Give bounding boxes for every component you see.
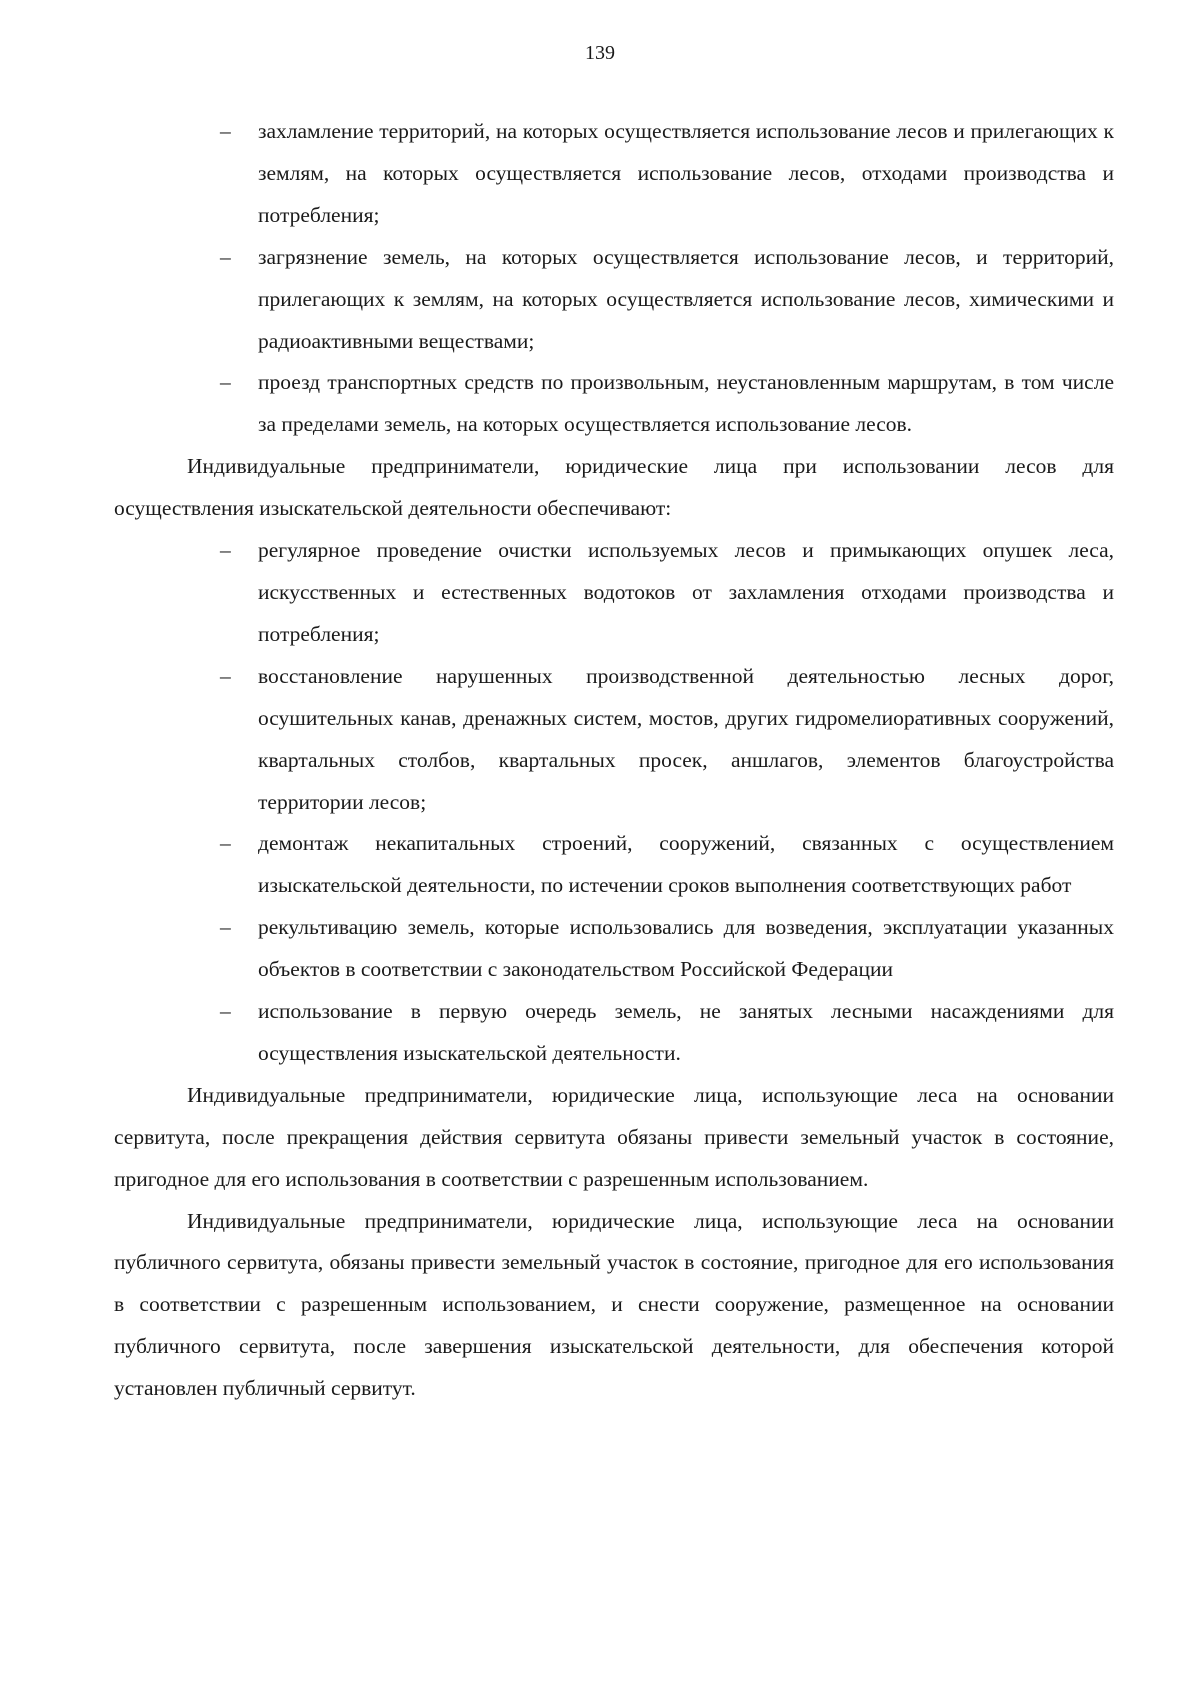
list-dash: – bbox=[220, 831, 231, 856]
paragraph-servitude: Индивидуальные предприниматели, юридические лица, использующие леса на основании сервитута, после прекращения действия сервитута обязаны привести земельный участок в состояние, пригодное для его использования в соответствии с разрешенным использованием. bbox=[114, 1082, 1114, 1191]
list-item-text: восстановление нарушенных производственной деятельностью лесных дорог, осушительных канав, дренажных систем, мостов, других гидромелиоративных сооружений, квартальных столбов, квартальных просек, аншлагов, элементов благоустройства территории лесов; bbox=[258, 663, 1114, 814]
list-item bbox=[220, 237, 1114, 363]
list-item-text: захламление территорий, на которых осуществляется использование лесов и прилегающих к землям, на которых осуществляется использование лесов, отходами производства и потребления; bbox=[258, 119, 1114, 227]
list-dash: – bbox=[220, 538, 231, 563]
list-item-text: проезд транспортных средств по произвольным, неустановленным маршрутам, в том числе за пределами земель, на которых осуществляется использование лесов. bbox=[258, 370, 1114, 437]
list-item bbox=[220, 656, 1114, 824]
list-dash: – bbox=[220, 915, 231, 940]
list-item bbox=[220, 530, 1114, 656]
list-item bbox=[220, 362, 1114, 446]
page-number: 139 bbox=[585, 42, 615, 64]
list-dash: – bbox=[220, 370, 231, 395]
paragraph-intro: Индивидуальные предприниматели, юридические лица при использовании лесов для осуществления изыскательской деятельности обеспечивают: bbox=[114, 454, 1114, 521]
list-dash: – bbox=[220, 119, 231, 143]
list-item bbox=[220, 907, 1114, 991]
list-item-text: загрязнение земель, на которых осуществляется использование лесов, и территорий, прилегающих к землям, на которых осуществляется использование лесов, химическими и радиоактивными веществами; bbox=[258, 244, 1114, 353]
list-item-text: демонтаж некапитальных строений, сооружений, связанных с осуществлением изыскательской деятельности, по истечении сроков выполнения соответствующих работ bbox=[258, 831, 1114, 898]
paragraph-public-servitude: Индивидуальные предприниматели, юридические лица, использующие леса на основании публичного сервитута, обязаны привести земельный участок в состояние, пригодное для его использования в соответствии с разрешенным использованием, и снести сооружение, размещенное на основании публичного сервитута, после завершения изыскательской деятельности, для обеспечения которой установлен публичный сервитут. bbox=[114, 1208, 1114, 1401]
list-item bbox=[220, 991, 1114, 1075]
list-item-text: использование в первую очередь земель, не занятых лесными насаждениями для осуществления изыскательской деятельности. bbox=[258, 999, 1114, 1065]
list-item-text: регулярное проведение очистки используемых лесов и примыкающих опушек леса, искусственных и естественных водотоков от захламления отходами производства и потребления; bbox=[258, 538, 1114, 646]
list-dash: – bbox=[220, 244, 231, 269]
page-content bbox=[114, 111, 1114, 1410]
list-dash: – bbox=[220, 999, 231, 1024]
list-dash: – bbox=[220, 663, 231, 688]
list-item bbox=[220, 111, 1114, 237]
list-item-text: рекультивацию земель, которые использовались для возведения, эксплуатации указанных объектов в соответствии с законодательством Российской Федерации bbox=[258, 915, 1114, 982]
list-item bbox=[220, 823, 1114, 907]
